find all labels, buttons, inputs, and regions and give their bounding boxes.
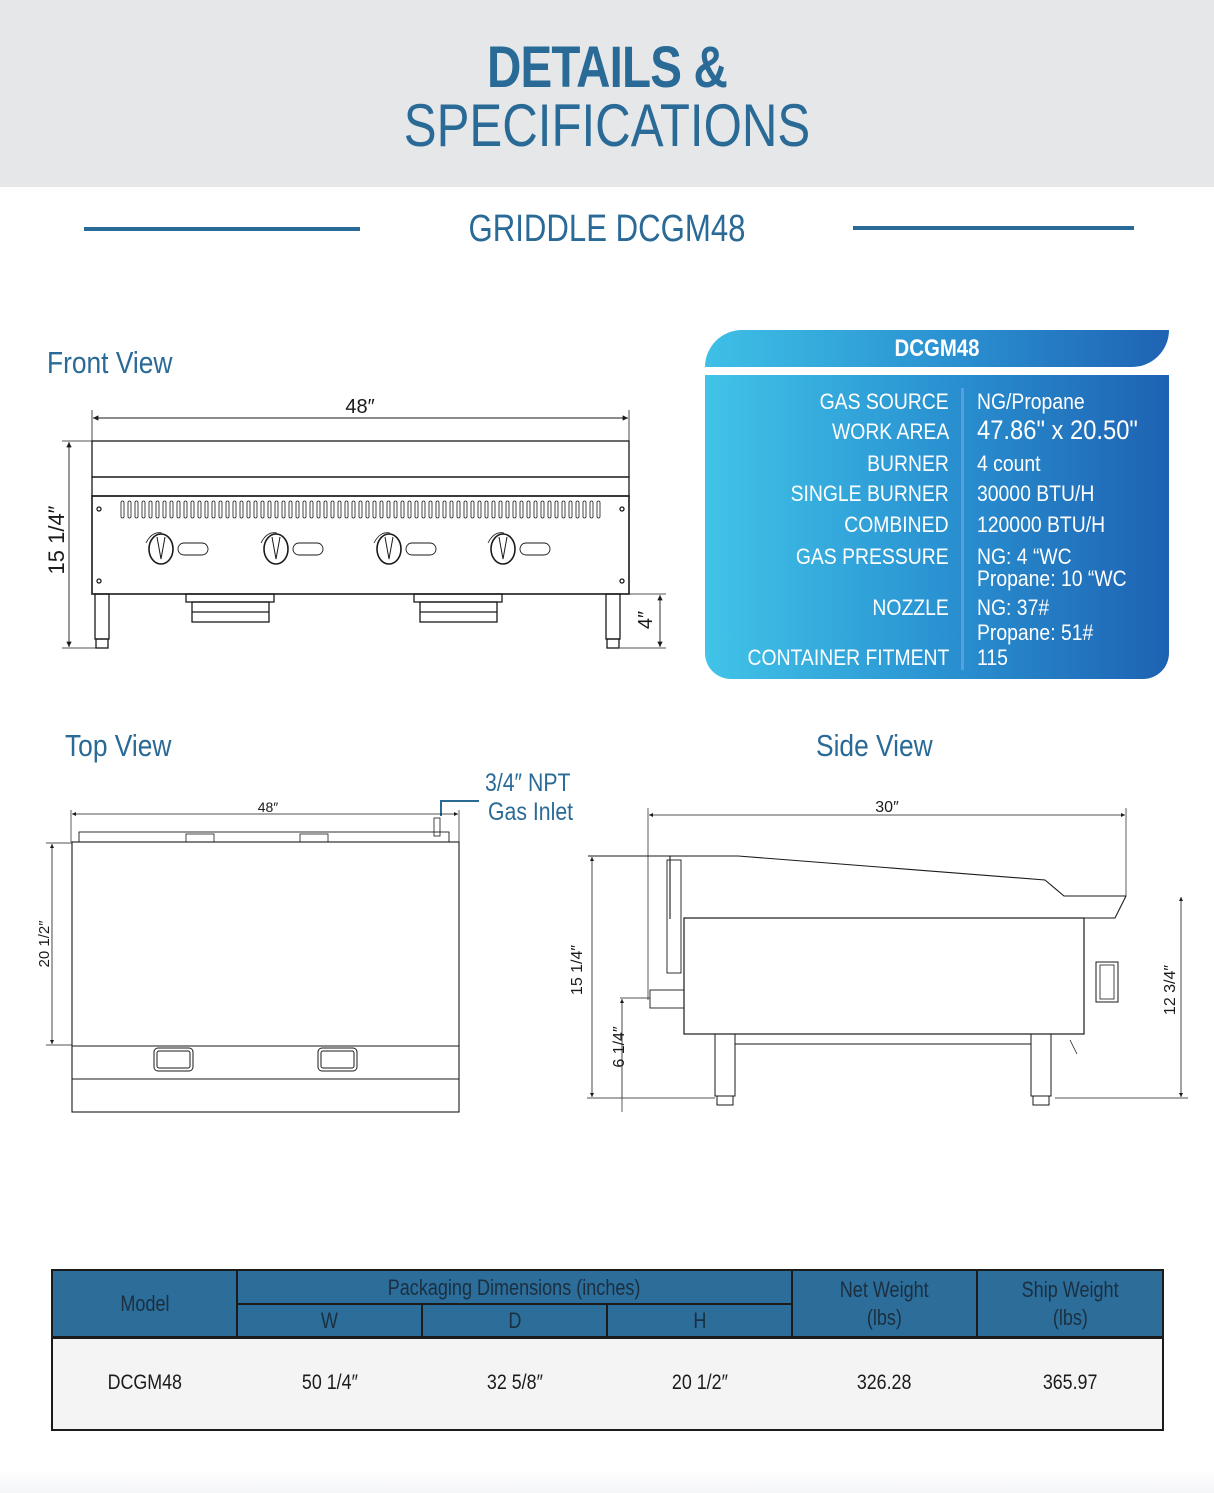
cell-w: 50 1/4″ — [301, 1371, 358, 1394]
cell-ship-weight: 365.97 — [1042, 1371, 1098, 1394]
top-view-drawing — [30, 790, 490, 1120]
grid-line — [791, 1271, 793, 1337]
gas-inlet-label-line2: Gas Inlet — [488, 798, 574, 826]
side-height-dim: 15 1/4″ — [569, 944, 586, 996]
th-net-weight: Net Weight (lbs) — [793, 1271, 976, 1337]
spec-value-nozzle-propane: Propane: 51# — [977, 620, 1094, 645]
spec-label-nozzle: NOZZLE — [872, 595, 949, 620]
gas-inlet-label-line1: 3/4″ NPT — [485, 769, 571, 797]
th-packaging-dimensions: Packaging Dimensions (inches) — [238, 1271, 791, 1304]
page-title-line1: DETAILS & — [486, 35, 728, 100]
cell-d: 32 5/8″ — [486, 1371, 543, 1394]
spec-card-model: DCGM48 — [894, 335, 980, 362]
front-view-drawing — [40, 390, 680, 660]
burner-knob-4 — [488, 533, 550, 564]
spec-value-combined: 120000 BTU/H — [977, 512, 1106, 537]
spec-value-burner: 4 count — [977, 451, 1041, 476]
spec-value-container-fitment: 115 — [977, 645, 1008, 670]
spec-label-container-fitment: CONTAINER FITMENT — [747, 645, 949, 670]
th-model: Model — [53, 1271, 237, 1337]
th-d: D — [423, 1305, 606, 1337]
product-subtitle: GRIDDLE DCGM48 — [468, 208, 746, 250]
burner-knob-3 — [374, 533, 436, 564]
grid-line — [976, 1271, 978, 1337]
spec-card-header — [705, 330, 1169, 367]
front-width-dim: 48″ — [345, 396, 375, 418]
cell-net-weight: 326.28 — [857, 1371, 912, 1394]
burner-knob-1 — [146, 533, 208, 564]
side-view-drawing — [570, 790, 1200, 1120]
spec-label-combined: COMBINED — [844, 512, 949, 537]
vent-slots — [121, 501, 600, 518]
cell-model: DCGM48 — [107, 1371, 183, 1394]
spec-label-gas-source: GAS SOURCE — [819, 389, 949, 414]
footer-fade — [0, 1470, 1214, 1493]
th-w: W — [238, 1305, 421, 1337]
spec-value-gas-pressure-propane: Propane: 10 “WC — [977, 566, 1127, 591]
th-h: H — [608, 1305, 791, 1337]
spec-value-single-burner: 30000 BTU/H — [977, 481, 1095, 506]
page-title-line2: SPECIFICATIONS — [403, 92, 811, 159]
front-view-title: Front View — [47, 345, 173, 380]
side-front-height-dim: 12 3/4″ — [1162, 964, 1179, 1016]
spec-label-gas-pressure: GAS PRESSURE — [796, 544, 949, 569]
spec-label-burner: BURNER — [867, 451, 949, 476]
front-height-dim: 15 1/4″ — [44, 505, 69, 575]
top-view-title: Top View — [65, 728, 172, 763]
spec-value-nozzle-ng: NG: 37# — [977, 595, 1050, 620]
spec-value-work-area: 47.86" x 20.50" — [977, 415, 1138, 445]
spec-label-work-area: WORK AREA — [831, 419, 949, 444]
th-ship-weight: Ship Weight (lbs) — [978, 1271, 1162, 1337]
spec-card-divider — [961, 388, 964, 670]
grid-line — [421, 1303, 423, 1337]
spec-value-gas-source: NG/Propane — [977, 389, 1085, 414]
spec-label-single-burner: SINGLE BURNER — [790, 481, 949, 506]
top-width-dim: 48″ — [257, 799, 279, 815]
side-depth-dim: 30″ — [875, 799, 899, 816]
cell-h: 20 1/2″ — [671, 1371, 728, 1394]
front-leg-dim: 4″ — [635, 610, 657, 630]
grid-line — [238, 1303, 791, 1305]
grid-line — [606, 1303, 608, 1337]
burner-knob-2 — [261, 533, 323, 564]
spec-value-gas-pressure-ng: NG: 4 “WC — [977, 544, 1072, 569]
side-inlet-height-dim: 6 1/4″ — [611, 1026, 628, 1068]
side-view-title: Side View — [816, 728, 933, 763]
top-depth-dim: 20 1/2″ — [36, 920, 53, 968]
